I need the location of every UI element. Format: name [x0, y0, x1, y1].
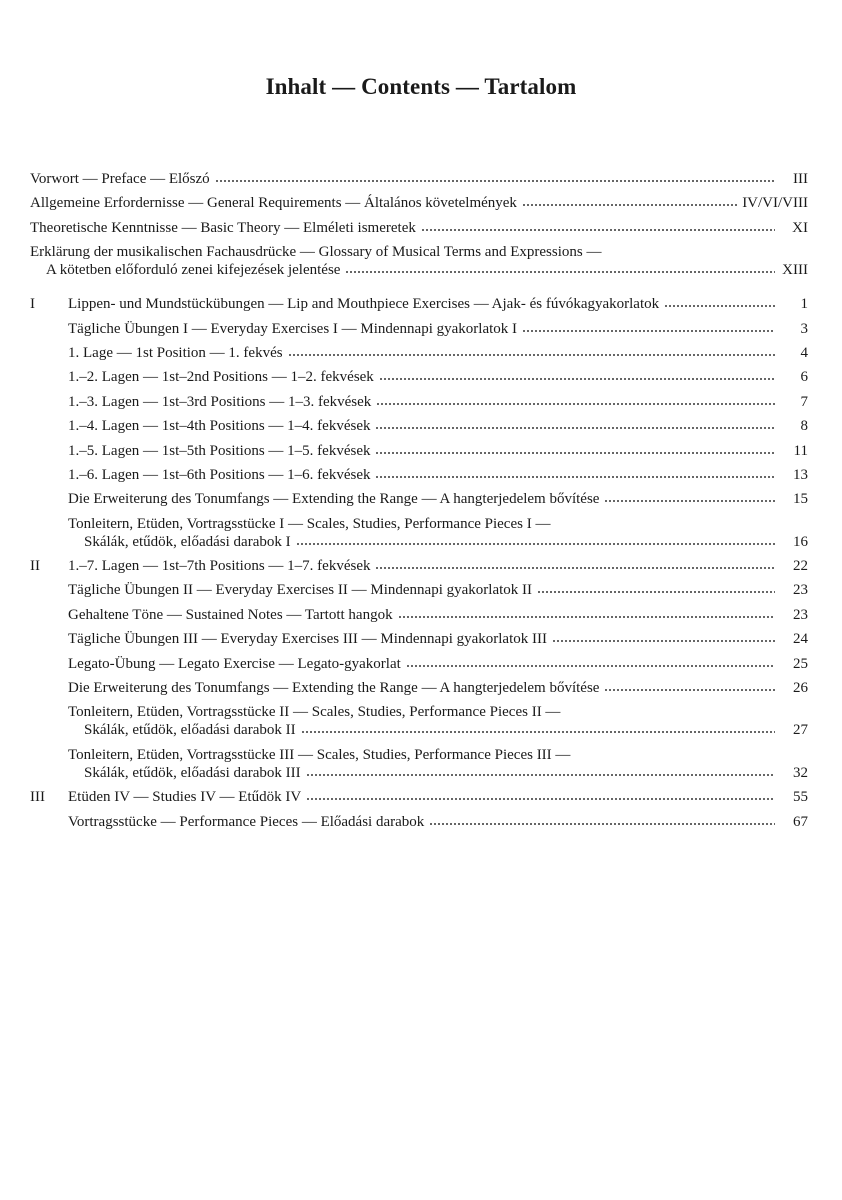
toc-entry-title: Tägliche Übungen III — Everyday Exercises III — Mindennapi gyakorlatok III — [68, 631, 547, 648]
toc-entry-title: Tonleitern, Etüden, Vortragsstücke II — Scales, Studies, Performance Pieces II — — [68, 704, 561, 721]
page-number[interactable]: 23 — [793, 582, 808, 599]
dot-leader — [429, 822, 775, 826]
toc-entry-title: Gehaltene Töne — Sustained Notes — Tartott hangok — [68, 606, 393, 623]
toc-entry-title: Etüden IV — Studies IV — Etűdök IV — [68, 789, 302, 806]
toc-entry-line — [68, 655, 808, 673]
page-number[interactable]: 13 — [793, 466, 808, 483]
toc-entry-line — [68, 581, 808, 599]
toc-entry-body — [30, 243, 808, 279]
page-number[interactable]: 6 — [800, 369, 808, 386]
dot-leader — [375, 426, 775, 430]
toc-entry-body — [68, 813, 808, 831]
toc-entry-title: 1.–6. Lagen — 1st–6th Positions — 1–6. fekvések — [68, 466, 371, 483]
toc-entry-body — [68, 320, 808, 338]
toc-entry-body — [68, 368, 808, 386]
toc-entry-line — [68, 417, 808, 435]
page-number[interactable]: 4 — [800, 344, 808, 361]
toc-entry-body — [30, 219, 808, 237]
toc-entry-title: Vorwort — Preface — Előszó — [30, 171, 210, 187]
toc-entry-title: 1.–2. Lagen — 1st–2nd Positions — 1–2. fekvések — [68, 369, 374, 386]
page-number[interactable]: 15 — [793, 491, 808, 508]
toc-entry-subtitle: A kötetben előforduló zenei kifejezések jelentése — [46, 262, 341, 279]
dot-leader — [537, 590, 775, 594]
toc-entry-subtitle: Skálák, etűdök, előadási darabok III — [84, 764, 301, 781]
page-number[interactable]: 11 — [793, 442, 808, 459]
toc-entry-title: Legato-Übung — Legato Exercise — Legato-gyakorlat — [68, 655, 401, 672]
toc-entry[interactable] — [30, 442, 808, 460]
toc-entry[interactable] — [30, 344, 808, 362]
dot-leader — [522, 203, 737, 207]
toc-entry[interactable] — [30, 557, 808, 575]
page-number[interactable]: 7 — [800, 393, 808, 410]
toc-entry-line — [68, 630, 808, 648]
dot-leader — [306, 797, 775, 801]
toc-entry-body — [68, 679, 808, 697]
toc-entry-line — [30, 219, 808, 237]
dot-leader — [398, 615, 775, 619]
toc-entry-continuation — [30, 261, 808, 279]
dot-leader — [306, 773, 775, 777]
toc-entry[interactable] — [30, 219, 808, 237]
toc-entry-body — [68, 630, 808, 648]
dot-leader — [379, 377, 775, 381]
toc-entry[interactable] — [30, 630, 808, 648]
page-number[interactable]: XIII — [782, 262, 808, 279]
toc-entry-title: Tonleitern, Etüden, Vortragsstücke III — Scales, Studies, Performance Pieces III — — [68, 746, 571, 763]
toc-entry[interactable] — [30, 490, 808, 508]
toc-entry[interactable] — [30, 243, 808, 279]
toc-entry-title: Erklärung der musikalischen Fachausdrücke — Glossary of Musical Terms and Expressions — — [30, 244, 602, 261]
page-number[interactable]: 1 — [800, 296, 808, 313]
toc-entry-body — [68, 703, 808, 739]
dot-leader — [604, 688, 775, 692]
toc-entry-body — [68, 393, 808, 411]
dot-leader — [296, 542, 775, 546]
page-number[interactable]: 3 — [800, 320, 808, 337]
toc-entry[interactable] — [30, 515, 808, 551]
toc-entry-subtitle: Skálák, etűdök, előadási darabok I — [84, 533, 291, 550]
toc-entry[interactable] — [30, 788, 808, 806]
toc-entry[interactable] — [30, 606, 808, 624]
table-of-contents — [30, 170, 808, 837]
toc-entry-body — [68, 557, 808, 575]
dot-leader — [552, 639, 775, 643]
toc-entry[interactable] — [30, 170, 808, 188]
toc-entry[interactable] — [30, 393, 808, 411]
dot-leader — [375, 566, 775, 570]
toc-entry-line — [68, 295, 808, 313]
toc-entry-title: Theoretische Kenntnisse — Basic Theory — Elméleti ismeretek — [30, 219, 416, 236]
dot-leader — [421, 228, 775, 232]
toc-entry-line — [68, 679, 808, 697]
toc-entry-body — [68, 295, 808, 313]
page-number[interactable]: XI — [792, 219, 808, 236]
page-number[interactable]: 22 — [793, 558, 808, 575]
page-number[interactable]: 27 — [793, 722, 808, 739]
toc-entry-body — [68, 746, 808, 782]
toc-entry-line — [68, 606, 808, 624]
toc-entry[interactable] — [30, 679, 808, 697]
toc-entry-title: 1.–5. Lagen — 1st–5th Positions — 1–5. fekvések — [68, 442, 371, 459]
toc-entry-line — [30, 170, 808, 188]
toc-entry[interactable] — [30, 368, 808, 386]
page-number[interactable]: 67 — [793, 813, 808, 830]
page-number[interactable]: 23 — [793, 606, 808, 623]
toc-entry-line — [68, 320, 808, 338]
toc-entry-line — [68, 344, 808, 362]
toc-entry-continuation — [68, 533, 808, 551]
dot-leader — [604, 499, 775, 503]
toc-entry-body — [68, 490, 808, 508]
page-number[interactable]: 25 — [793, 655, 808, 672]
page-number[interactable]: III — [793, 171, 808, 187]
dot-leader — [406, 664, 775, 668]
toc-entry[interactable] — [30, 746, 808, 782]
toc-entry-title: Tägliche Übungen II — Everyday Exercises II — Mindennapi gyakorlatok II — [68, 582, 533, 599]
toc-entry-body — [68, 606, 808, 624]
toc-entry-body — [30, 170, 808, 188]
dot-leader — [375, 451, 775, 455]
dot-leader — [301, 730, 775, 734]
dot-leader — [288, 353, 775, 357]
page-number[interactable]: 55 — [793, 789, 808, 806]
toc-entry-title: Allgemeine Erfordernisse — General Requirements — Általános követelmények — [30, 195, 517, 212]
toc-entry-body — [30, 194, 808, 212]
page-number[interactable]: 16 — [793, 533, 808, 550]
dot-leader — [215, 179, 775, 183]
toc-entry-title: Vortragsstücke — Performance Pieces — Előadási darabok — [68, 813, 425, 830]
toc-entry[interactable] — [30, 813, 808, 831]
toc-entry-body — [68, 442, 808, 460]
page-title: Inhalt — Contents — Tartalom — [265, 74, 577, 99]
toc-entry-body — [68, 655, 808, 673]
toc-entry-title: Die Erweiterung des Tonumfangs — Extending the Range — A hangterjedelem bővítése — [68, 680, 600, 697]
dot-leader — [664, 304, 775, 308]
page-number[interactable]: 32 — [793, 764, 808, 781]
toc-entry-body — [68, 515, 808, 551]
dot-leader — [522, 329, 775, 333]
page-number[interactable]: 8 — [800, 418, 808, 435]
section-numeral: I — [30, 296, 35, 313]
dot-leader — [375, 475, 775, 479]
toc-entry-body — [68, 581, 808, 599]
toc-entry-title: 1.–3. Lagen — 1st–3rd Positions — 1–3. fekvések — [68, 393, 372, 410]
toc-entry-title: Lippen- und Mundstückübungen — Lip and Mouthpiece Exercises — Ajak- és fúvókagyakorlatok — [68, 296, 660, 313]
dot-leader — [376, 402, 775, 406]
toc-entry-body — [68, 788, 808, 806]
toc-entry-continuation — [68, 721, 808, 739]
page-number[interactable]: 26 — [793, 680, 808, 697]
toc-entry[interactable] — [30, 295, 808, 313]
toc-entry[interactable] — [30, 417, 808, 435]
toc-entry-line — [68, 788, 808, 806]
toc-entry-line — [68, 393, 808, 411]
toc-entry-title: 1.–7. Lagen — 1st–7th Positions — 1–7. fekvések — [68, 558, 371, 575]
toc-entry-body — [68, 466, 808, 484]
toc-entry-line — [68, 813, 808, 831]
dot-leader — [345, 270, 775, 274]
toc-entry-line — [68, 466, 808, 484]
toc-entry-line — [68, 490, 808, 508]
toc-entry-title: Die Erweiterung des Tonumfangs — Extending the Range — A hangterjedelem bővítése — [68, 491, 600, 508]
toc-entry[interactable] — [30, 466, 808, 484]
toc-entry[interactable] — [30, 194, 808, 212]
toc-entry-continuation — [68, 764, 808, 782]
toc-entry-line — [30, 194, 808, 212]
toc-entry-body — [68, 344, 808, 362]
toc-entry-title: 1. Lage — 1st Position — 1. fekvés — [68, 344, 283, 361]
toc-entry-subtitle: Skálák, etűdök, előadási darabok II — [84, 722, 296, 739]
section-numeral: III — [30, 789, 45, 806]
toc-entry-title: Tonleitern, Etüden, Vortragsstücke I — Scales, Studies, Performance Pieces I — — [68, 515, 551, 532]
toc-entry[interactable] — [30, 655, 808, 673]
toc-entry[interactable] — [30, 320, 808, 338]
toc-entry[interactable] — [30, 581, 808, 599]
page-number[interactable]: IV/VI/VIII — [742, 195, 808, 212]
page-number[interactable]: 24 — [793, 631, 808, 648]
toc-entry-line — [68, 442, 808, 460]
toc-entry-line — [68, 368, 808, 386]
toc-entry-body — [68, 417, 808, 435]
toc-entry-title: 1.–4. Lagen — 1st–4th Positions — 1–4. fekvések — [68, 418, 371, 435]
toc-entry-line — [68, 557, 808, 575]
toc-entry-title: Tägliche Übungen I — Everyday Exercises I — Mindennapi gyakorlatok I — [68, 320, 518, 337]
toc-entry[interactable] — [30, 703, 808, 739]
section-numeral: II — [30, 558, 40, 575]
